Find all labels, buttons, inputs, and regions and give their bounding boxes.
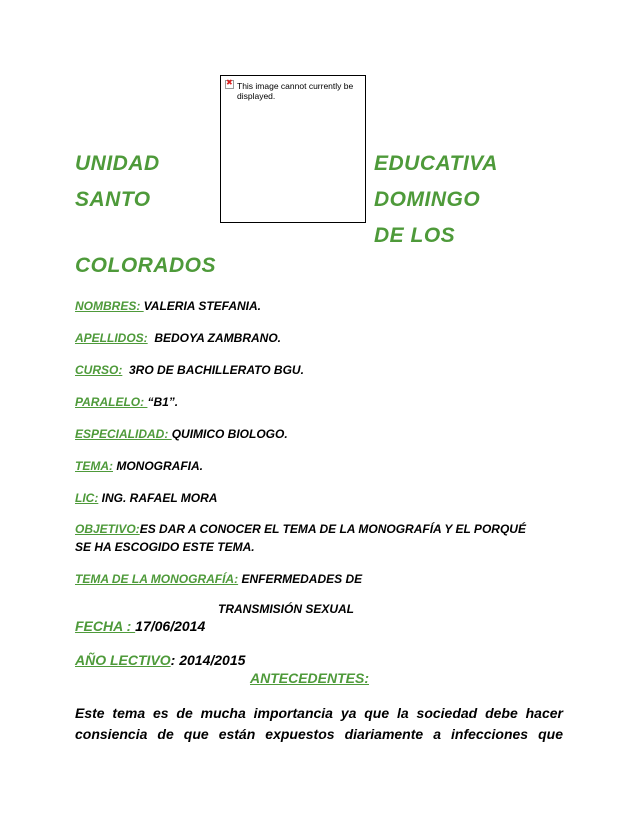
field-label: ESPECIALIDAD: — [75, 427, 172, 441]
anio-lectivo-label: AÑO LECTIVO — [75, 652, 171, 668]
field-label: LIC: — [75, 491, 99, 505]
title-unidad: UNIDAD — [75, 152, 160, 175]
objetivo-value-line2: SE HA ESCOGIDO ESTE TEMA. — [75, 540, 255, 554]
field-fecha — [75, 618, 205, 634]
field-label: TEMA: — [75, 459, 113, 473]
field-label: NOMBRES: — [75, 299, 144, 313]
field-value: QUIMICO BIOLOGO. — [171, 427, 288, 441]
antecedentes-line2: consiencia de que están expuestos diariamente a infecciones que — [75, 726, 563, 742]
antecedentes-heading: ANTECEDENTES: — [250, 670, 370, 686]
title-educativa: EDUCATIVA — [374, 152, 498, 175]
title-de-los: DE LOS — [374, 224, 456, 247]
field-apellidos — [75, 331, 281, 345]
field-label: PARALELO: — [75, 395, 148, 409]
anio-lectivo-value: : 2014/2015 — [170, 652, 246, 668]
title-colorados: COLORADOS — [75, 254, 216, 277]
field-tema-monografia — [75, 572, 362, 586]
field-objetivo — [75, 522, 526, 536]
antecedentes-line1: Este tema es de mucha importancia ya que la sociedad debe hacer — [75, 705, 563, 721]
fecha-value: 17/06/2014 — [135, 618, 206, 634]
field-lic — [75, 491, 217, 505]
field-nombres — [75, 299, 261, 313]
field-curso — [75, 363, 304, 377]
field-value: VALERIA STEFANIA. — [143, 299, 262, 313]
fecha-label: FECHA : — [75, 618, 136, 634]
field-especialidad — [75, 427, 288, 441]
objetivo-label: OBJETIVO: — [75, 522, 140, 536]
field-paralelo — [75, 395, 178, 409]
field-value: ING. RAFAEL MORA — [98, 491, 218, 505]
field-value: MONOGRAFIA. — [113, 459, 203, 473]
broken-image-icon — [225, 80, 234, 89]
tema-monografia-value-line1: ENFERMEDADES DE — [238, 572, 363, 586]
field-anio-lectivo — [75, 652, 245, 668]
field-value: BEDOYA ZAMBRANO. — [147, 331, 282, 345]
field-label: CURSO: — [75, 363, 123, 377]
field-value: 3RO DE BACHILLERATO BGU. — [122, 363, 304, 377]
field-value: “B1”. — [147, 395, 179, 409]
title-domingo: DOMINGO — [374, 188, 481, 211]
field-tema — [75, 459, 203, 473]
title-santo: SANTO — [75, 188, 151, 211]
tema-monografia-label: TEMA DE LA MONOGRAFÍA: — [75, 572, 239, 586]
image-placeholder — [220, 75, 366, 223]
tema-monografia-value-line2: TRANSMISIÓN SEXUAL — [218, 602, 355, 616]
field-label: APELLIDOS: — [75, 331, 148, 345]
image-placeholder-message: This image cannot currently be displayed. — [237, 81, 354, 101]
objetivo-value-line1: ES DAR A CONOCER EL TEMA DE LA MONOGRAFÍA Y EL PORQUÉ — [139, 522, 526, 536]
